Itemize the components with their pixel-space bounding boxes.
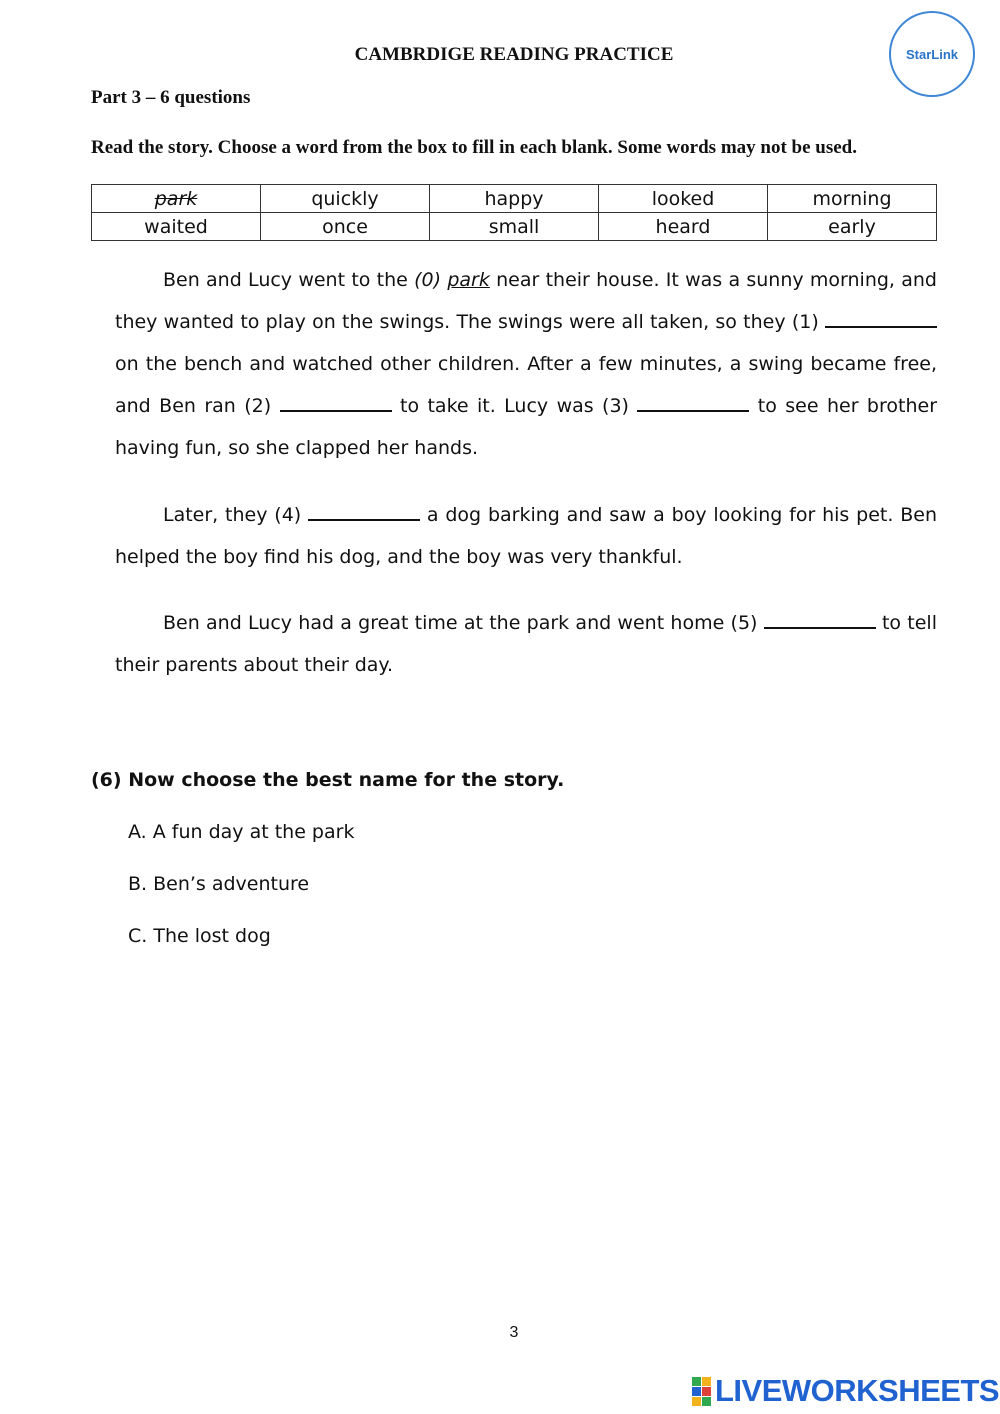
- story-text: a dog barking and saw a boy looking for his pet. Ben helped the boy find his dog, and the boy was very thankful.: [115, 504, 937, 568]
- blank-1[interactable]: [825, 310, 937, 328]
- story-text: to take it. Lucy was (3): [391, 395, 638, 417]
- story-text: on the bench and watched other children. After a few minutes, a swing became free, and Ben ran (2): [115, 353, 937, 417]
- instructions: Read the story. Choose a word from the box to fill in each blank. Some words may not be used.: [91, 137, 858, 158]
- story-text: Ben and Lucy went to the: [163, 269, 415, 291]
- story-text: to see her brother having fun, so she clapped her hands.: [115, 395, 937, 459]
- question-6-prompt: (6) Now choose the best name for the story.: [91, 769, 565, 791]
- option-a[interactable]: A. A fun day at the park: [128, 821, 355, 843]
- option-b[interactable]: B. Ben’s adventure: [128, 873, 310, 895]
- example-answer: park: [447, 269, 490, 291]
- story-text: to tell their parents about their day.: [115, 612, 937, 676]
- liveworksheets-icon: [692, 1377, 711, 1406]
- word-box-row: [92, 185, 937, 213]
- brand-text: LIVEWORKSHEETS: [715, 1373, 1000, 1408]
- page-number: 3: [509, 1324, 519, 1341]
- blank-5[interactable]: [764, 611, 876, 629]
- example-word-crossed: park: [154, 187, 198, 210]
- word-box: [91, 184, 937, 241]
- blank-3[interactable]: [637, 394, 749, 412]
- blank-4[interactable]: [308, 503, 420, 521]
- word-cell: [92, 185, 261, 213]
- page-title: CAMBRDIGE READING PRACTICE: [354, 44, 674, 65]
- blank-2[interactable]: [280, 394, 392, 412]
- word-cell: once: [261, 213, 430, 241]
- option-c[interactable]: C. The lost dog: [128, 925, 271, 947]
- starlink-logo: [889, 11, 975, 97]
- story-paragraph-3: [115, 602, 937, 686]
- story-text: near their house. It was a sunny morning, and they wanted to play on the swings. The swings were all taken, so they (1): [115, 269, 937, 333]
- example-number: (0): [414, 269, 442, 291]
- word-cell: heard: [599, 213, 768, 241]
- part-heading: Part 3 – 6 questions: [91, 87, 251, 108]
- word-box-row: [92, 213, 937, 241]
- word-cell: quickly: [261, 185, 430, 213]
- word-cell: small: [430, 213, 599, 241]
- story-text: Ben and Lucy had a great time at the park and went home (5): [163, 612, 764, 634]
- story-paragraph-1: [115, 259, 937, 469]
- liveworksheets-brand: [692, 1373, 999, 1409]
- word-cell: early: [768, 213, 937, 241]
- word-cell: morning: [768, 185, 937, 213]
- story-paragraph-2: [115, 494, 937, 578]
- word-cell: looked: [599, 185, 768, 213]
- story-text: Later, they (4): [163, 504, 309, 526]
- logo-text: StarLink: [905, 46, 958, 62]
- word-cell: waited: [92, 213, 261, 241]
- word-cell: happy: [430, 185, 599, 213]
